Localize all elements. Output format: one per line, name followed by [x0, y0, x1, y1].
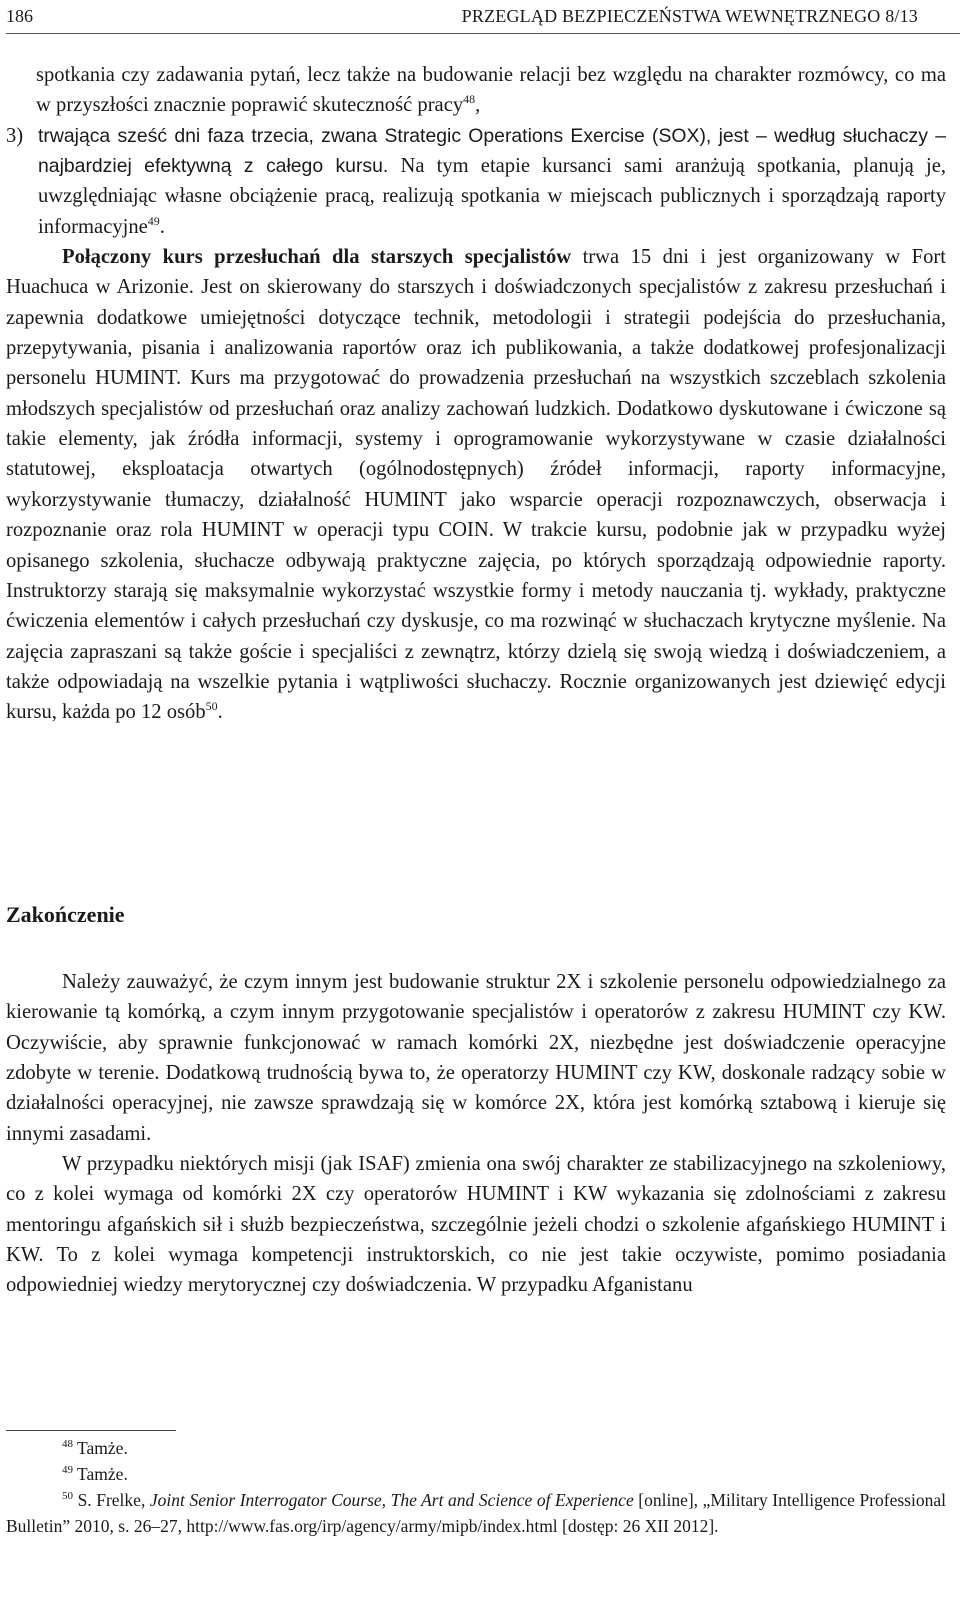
conclusion-paragraph-2: W przypadku niektórych misji (jak ISAF) zmienia ona swój charakter ze stabilizacyjnego na szkoleniowy, co z kolei wymaga od komórki 2X czy operatorów HUMINT i KW wykazania się zdolnościami z zakresu mentoringu afgańskich sił i służb bezpieczeństwa, szczególnie jeżeli chodzi o szkolenie afgańskiego HUMINT i KW. To z kolei wymaga kompetencji instruktorskich, co nie jest takie oczywiste, pomimo posiadania odpowiedniej wiedzy merytorycznej czy doświadczenia. W przypadku Afganistanu — [6, 1153, 946, 1297]
footnote-number: 50 — [62, 1490, 73, 1503]
paragraph-text: trwa 15 dni i jest organizowany w Fort Huachuca w Arizonie. Jest on skierowany do starszych i doświadczonych specjalistów z zakresu przesłuchań i zapewnia dodatkowe umiejętności dotyczące technik, metodologii i strategii podejścia do przesłuchania, przepytywania, pisania i analizowania raportów oraz ich publikowania, a także dodatkowej profesjonalizacji personelu HUMINT. Kurs ma przygotować do prowadzenia przesłuchań na wszystkich szczeblach szkolenia młodszych specjalistów od przesłuchań oraz analizy zachowań ludzkich. Dodatkowo dyskutowane i ćwiczone są takie elementy, jak źródła informacji, systemy i oprogramowanie wykorzystywane w czasie działalności statutowej, eksploatacja otwartych (ogólnodostępnych) źródeł informacji, raporty informacyjne, wykorzystywanie tłumaczy, działalność HUMINT jako wsparcie operacji rozpoznawczych, obserwacja i rozpoznanie oraz rola HUMINT w operacji typu COIN. W trakcie kursu, podobnie jak w przypadku wyżej opisanego szkolenia, słuchacze odbywają praktyczne zajęcia, po których sporządzają odpowiednie raporty. Instruktorzy starają się maksymalnie wykorzystać wszystkie formy i metody nauczania tj. wykłady, praktyczne ćwiczenia elementów i całych przesłuchań czy dyskusje, co ma rozwinąć w słuchaczach krytyczne myślenie. Na zajęcia zapraszani są także goście i specjaliści z zewnątrz, którzy dzielą się swoją wiedzą i doświadczeniem, a także odpowiadają na wszelkie pytania i wątpliwości słuchaczy. Rocznie organizowanych jest dziewięć edycji kursu, każda po 12 osób — [6, 246, 946, 724]
footnote-italic-title: Joint Senior Interrogator Course, The Art and Science of Experience — [149, 1490, 634, 1510]
paragraph-joint-course — [6, 242, 946, 728]
footnote-49 — [6, 1461, 946, 1487]
list-item-text: Na tym etapie kursanci sami aranżują spotkania, planują je, uwzględniając własne obciążenie pracą, realizują spotkania w miejscach publicznych i sporządzają raporty informacyjne — [38, 155, 946, 238]
running-title: PRZEGLĄD BEZPIECZEŃSTWA WEWNĘTRZNEGO 8/13 — [461, 6, 918, 26]
footnotes — [6, 1435, 946, 1539]
footnote-48 — [6, 1435, 946, 1461]
conclusion-text — [6, 967, 946, 1301]
body-text — [6, 60, 946, 728]
footnote-ref-48: 48 — [463, 92, 476, 107]
footnote-text: Tamże. — [73, 1464, 128, 1484]
footnote-number: 48 — [62, 1438, 73, 1451]
header-rule — [6, 33, 960, 34]
paragraph-text: spotkania czy zadawania pytań, lecz także na budowanie relacji bez względu na charakter rozmówcy, co ma w przyszłości znacznie poprawić skuteczność pracy — [36, 64, 946, 117]
paragraph-tail: , — [475, 94, 481, 117]
footnote-text-rest: [online], „Military Intelligence Professional Bulletin” 2010, s. 26–27, http://www.fas.org/irp/agency/army/mipb/index.html [dostęp: 26 XII 2012]. — [6, 1490, 946, 1536]
paragraph-bold-lead: Połączony kurs przesłuchań dla starszych specjalistów — [62, 246, 572, 269]
list-item-sans-text: trwająca sześć dni faza trzecia, zwana Strategic Operations Exercise (SOX), jest – według słuchaczy – najbardziej efektywną z całego kursu. — [38, 124, 946, 178]
footnote-text: S. Frelke, — [73, 1490, 150, 1510]
list-item-3 — [6, 121, 946, 242]
footnote-rule — [6, 1430, 176, 1431]
list-item-number: 3) — [6, 124, 24, 147]
footnote-ref-49: 49 — [147, 213, 160, 228]
section-heading: Zakończenie — [6, 902, 125, 927]
footnote-ref-50: 50 — [205, 699, 218, 714]
page-number: 186 — [6, 6, 33, 26]
footnote-50 — [6, 1487, 946, 1539]
paragraph-continuation — [6, 60, 946, 121]
footnote-text: Tamże. — [73, 1438, 128, 1458]
page-header — [6, 6, 940, 26]
paragraph-tail: . — [217, 701, 223, 724]
conclusion-paragraph-1: Należy zauważyć, że czym innym jest budowanie struktur 2X i szkolenie personelu odpowiedzialnego za kierowanie tą komórką, a czym innym przygotowanie specjalistów i operatorów z zakresu HUMINT czy KW. Oczywiście, aby sprawnie funkcjonować w ramach komórki 2X, niezbędne jest doświadczenie operacyjne zdobyte w terenie. Dodatkową trudnością bywa to, że operatorzy HUMINT czy KW, doskonale radzący sobie w działalności operacyjnej, nie zawsze sprawdzają się w komórce 2X, która jest komórką sztabową i kieruje się innymi zasadami. — [6, 971, 946, 1145]
list-item-tail: . — [159, 215, 165, 238]
footnote-number: 49 — [62, 1464, 73, 1477]
